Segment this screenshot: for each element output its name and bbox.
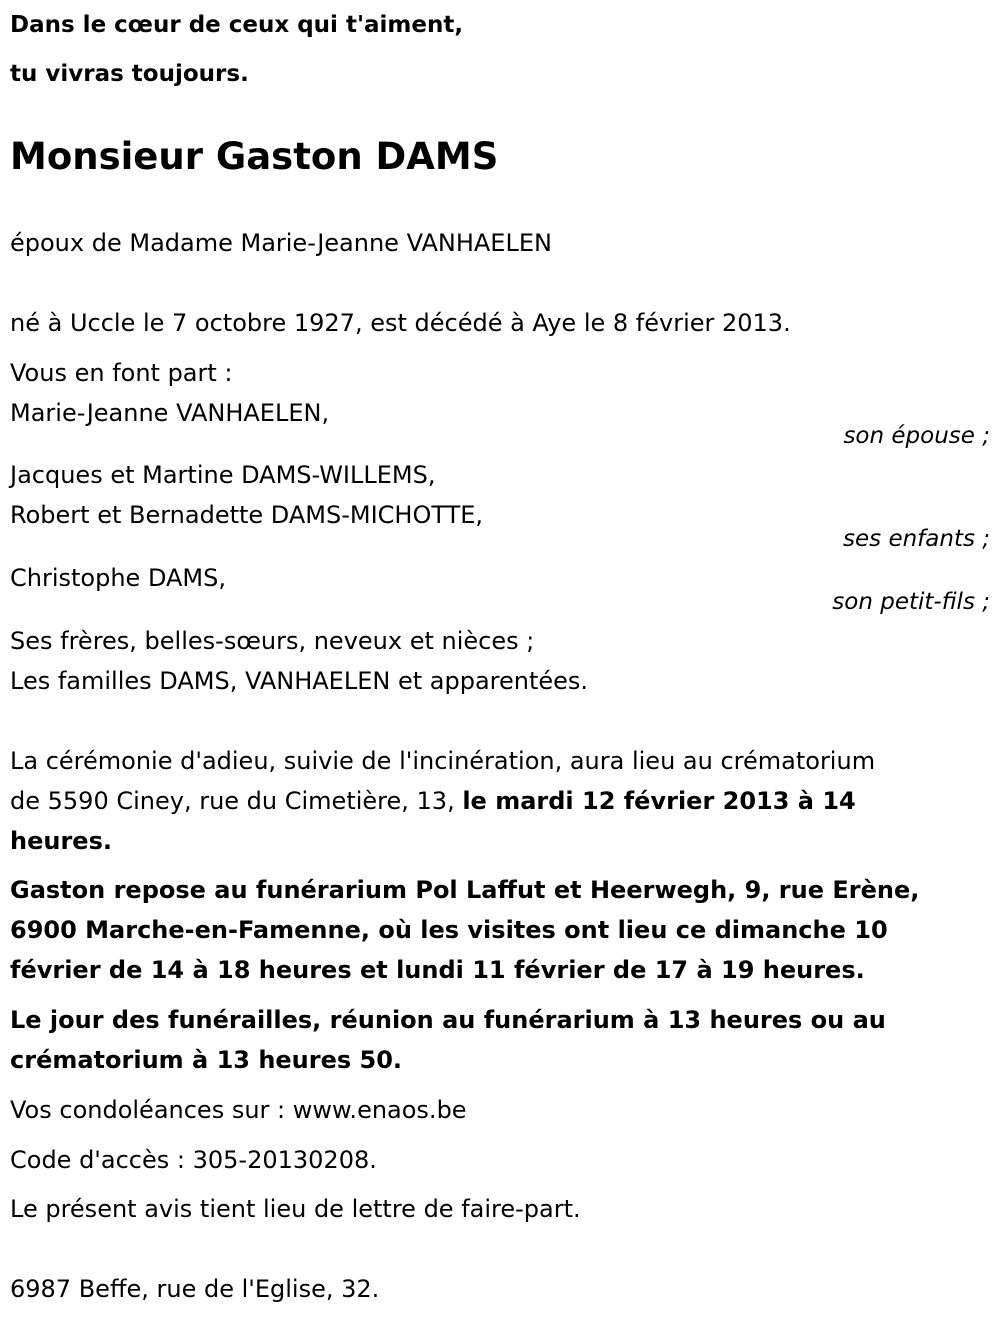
grandchild-relation: son petit-fils ; — [832, 589, 990, 615]
visitation-line-2: 6900 Marche-en-Famenne, où les visites ont lieu ce dimanche 10 — [10, 916, 888, 944]
address-line: 6987 Beffe, rue de l'Eglise, 32. — [10, 1275, 380, 1303]
extended-family-1: Ses frères, belles-sœurs, neveux et nièces ; — [10, 627, 535, 655]
ceremony-location: de 5590 Ciney, rue du Cimetière, 13, — [10, 787, 463, 815]
deceased-name: Monsieur Gaston DAMS — [10, 135, 499, 178]
spouse-relation: son épouse ; — [843, 423, 990, 449]
visitation-line-3: février de 14 à 18 heures et lundi 11 février de 17 à 19 heures. — [10, 956, 865, 984]
extended-family-2: Les familles DAMS, VANHAELEN et apparentées. — [10, 667, 589, 695]
spouse-line: époux de Madame Marie-Jeanne VANHAELEN — [10, 229, 552, 257]
spouse-name: Marie-Jeanne VANHAELEN, — [10, 399, 330, 427]
birth-death-line: né à Uccle le 7 octobre 1927, est décédé à Aye le 8 février 2013. — [10, 309, 791, 337]
epigraph-line-1: Dans le cœur de ceux qui t'aiment, — [10, 12, 464, 38]
ceremony-line-1: La cérémonie d'adieu, suivie de l'incinération, aura lieu au crématorium — [10, 747, 876, 775]
ceremony-line-3: heures. — [10, 827, 112, 855]
visitation-line-1: Gaston repose au funérarium Pol Laffut et Heerwegh, 9, rue Erène, — [10, 876, 920, 904]
children-relation: ses enfants ; — [843, 526, 990, 552]
meeting-line-2: crématorium à 13 heures 50. — [10, 1046, 403, 1074]
child-1: Jacques et Martine DAMS-WILLEMS, — [10, 461, 436, 489]
notice-line: Le présent avis tient lieu de lettre de faire-part. — [10, 1195, 581, 1223]
child-2: Robert et Bernadette DAMS-MICHOTTE, — [10, 501, 484, 529]
ceremony-date: le mardi 12 février 2013 à 14 — [462, 787, 856, 815]
meeting-line-1: Le jour des funérailles, réunion au funérarium à 13 heures ou au — [10, 1006, 886, 1034]
access-code: Code d'accès : 305-20130208. — [10, 1146, 377, 1174]
condolences-line: Vos condoléances sur : www.enaos.be — [10, 1096, 467, 1124]
announcers-intro: Vous en font part : — [10, 359, 233, 387]
epigraph-line-2: tu vivras toujours. — [10, 61, 249, 87]
grandchild: Christophe DAMS, — [10, 564, 226, 592]
ceremony-line-2 — [10, 789, 856, 813]
